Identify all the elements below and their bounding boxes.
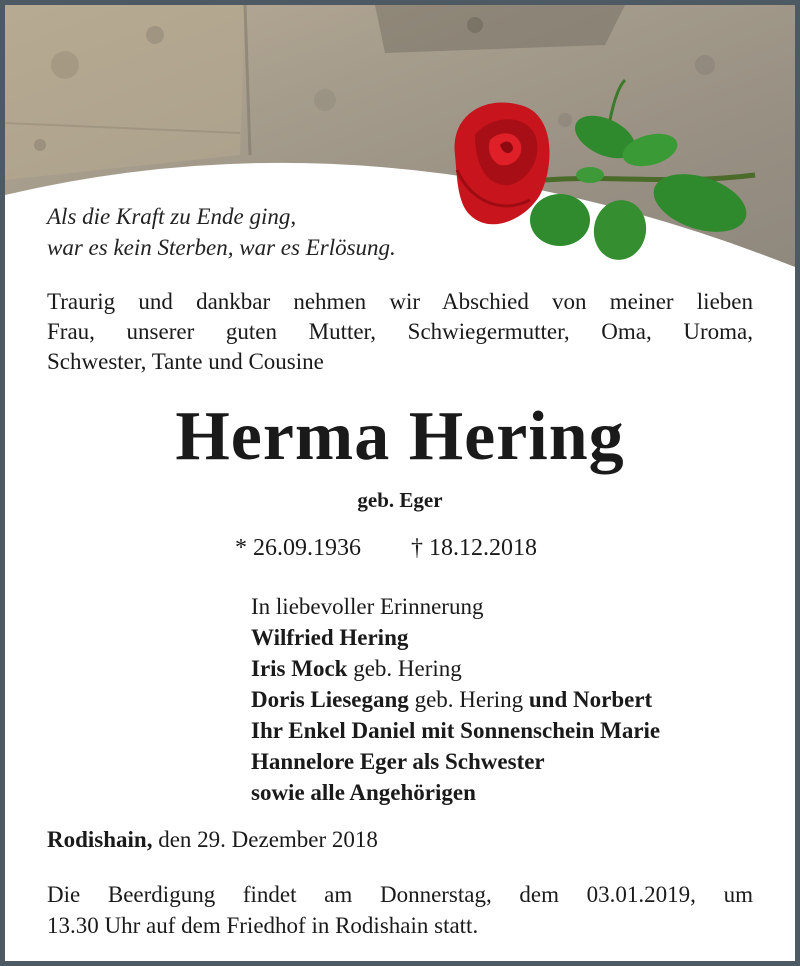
mourner-name: und Norbert — [528, 687, 653, 712]
mourner-note: geb. Hering — [347, 656, 462, 681]
mourner-line: Ihr Enkel Daniel mit Sonnenschein Marie — [251, 718, 661, 743]
mourner-name: Doris Liesegang — [251, 687, 409, 712]
mourner-note: geb. Hering — [408, 687, 529, 712]
issue-date: den 29. Dezember 2018 — [152, 827, 378, 852]
birth-date: * 26.09.1936 — [235, 535, 361, 561]
mourner-name: Iris Mock — [251, 656, 348, 681]
mourners-heading: In liebevoller Erinnerung — [251, 594, 484, 619]
intro-line: Schwester, Tante und Cousine — [47, 349, 324, 374]
funeral-line: 13.30 Uhr auf dem Friedhof in Rodishain statt. — [47, 913, 479, 938]
quote-line: Als die Kraft zu Ende ging, — [47, 204, 297, 229]
memorial-quote — [47, 201, 396, 263]
intro-line: Frau, unserer guten Mutter, Schwiegermutter, Oma, Uroma, — [47, 319, 753, 344]
place-date — [47, 827, 378, 853]
mourner-line: Hannelore Eger als Schwester — [251, 749, 545, 774]
mourners-list — [251, 591, 660, 808]
quote-line: war es kein Sterben, war es Erlösung. — [47, 235, 396, 260]
funeral-line: Die Beerdigung findet am Donnerstag, dem 03.01.2019, um — [47, 882, 753, 907]
funeral-notice — [47, 879, 753, 941]
deceased-name: Herma Hering — [175, 398, 625, 475]
place-name: Rodishain, — [47, 827, 153, 852]
mourner-line: sowie alle Angehörigen — [251, 780, 476, 805]
intro-line: Traurig und dankbar nehmen wir Abschied von meiner lieben — [47, 289, 753, 314]
mourner-line — [251, 684, 660, 715]
mourner-line: Wilfried Hering — [251, 625, 409, 650]
mourner-line — [251, 653, 660, 684]
life-dates — [235, 535, 537, 562]
death-date: † 18.12.2018 — [411, 535, 537, 561]
intro-text — [47, 287, 753, 377]
maiden-name: geb. Eger — [357, 488, 443, 512]
red-rose-image — [445, 75, 765, 265]
